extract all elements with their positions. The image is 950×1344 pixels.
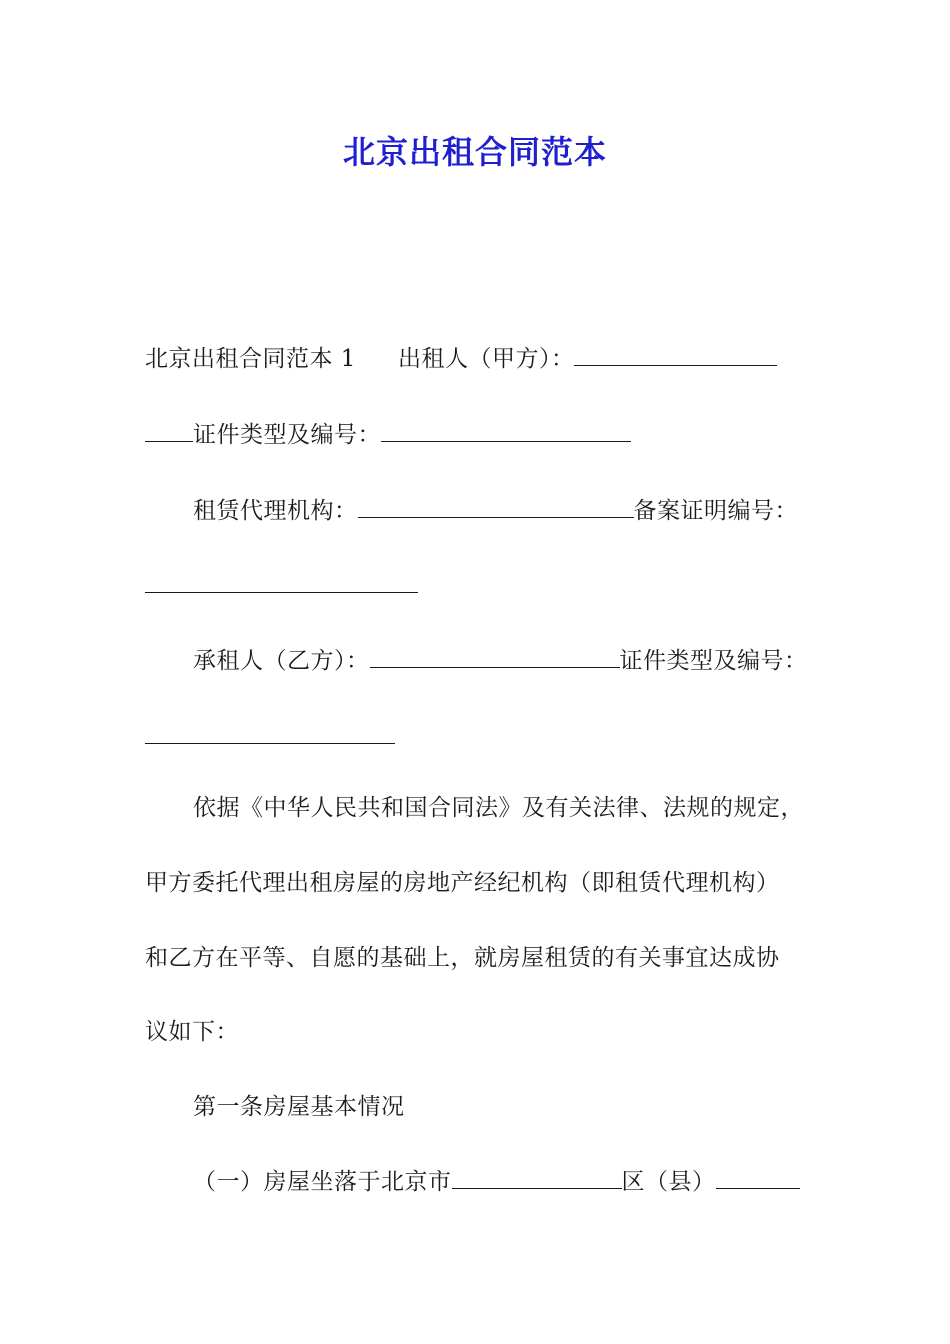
lessee-label: 承租人（乙方）： (193, 648, 370, 674)
district-blank[interactable] (452, 1166, 622, 1189)
paragraph-line: 甲方委托代理出租房屋的房地产经纪机构（即租赁代理机构） (145, 870, 780, 896)
lessee-id-line (145, 719, 835, 755)
paragraph-line: 和乙方在平等、自愿的基础上，就房屋租赁的有关事宜达成协 (145, 945, 780, 971)
lessor-blank[interactable] (574, 343, 777, 366)
lessee-line (193, 643, 883, 679)
address-line (193, 1164, 883, 1200)
lessor-id-blank[interactable] (381, 419, 631, 442)
record-number-blank[interactable] (145, 570, 418, 593)
agency-label: 租赁代理机构： (193, 498, 358, 524)
agency-line (193, 493, 883, 529)
document-title: 北京出租合同范本 (342, 133, 607, 171)
lessor-label: 出租人（甲方）： (397, 346, 575, 372)
agency-blank[interactable] (358, 495, 634, 518)
district-label: 区（县） (621, 1169, 716, 1195)
lessor-id-label: 证件类型及编号： (193, 422, 381, 448)
lessor-line (145, 341, 835, 377)
record-number-line (145, 568, 835, 604)
document-heading: 北京出租合同范本 1 (145, 346, 356, 372)
paragraph-line: 议如下： (145, 1019, 239, 1045)
address-prefix: （一）房屋坐落于北京市 (193, 1169, 452, 1195)
lessee-id-label: 证件类型及编号： (619, 648, 808, 674)
lessee-id-blank[interactable] (145, 721, 395, 744)
lessee-blank[interactable] (370, 645, 620, 668)
record-number-label: 备案证明编号： (633, 498, 798, 524)
street-blank[interactable] (716, 1166, 800, 1189)
article-heading: 第一条房屋基本情况 (193, 1094, 405, 1120)
paragraph-line: 依据《中华人民共和国合同法》及有关法律、法规的规定， (193, 795, 804, 821)
lessor-id-line (145, 417, 835, 453)
lessor-blank-continued[interactable] (145, 419, 193, 442)
